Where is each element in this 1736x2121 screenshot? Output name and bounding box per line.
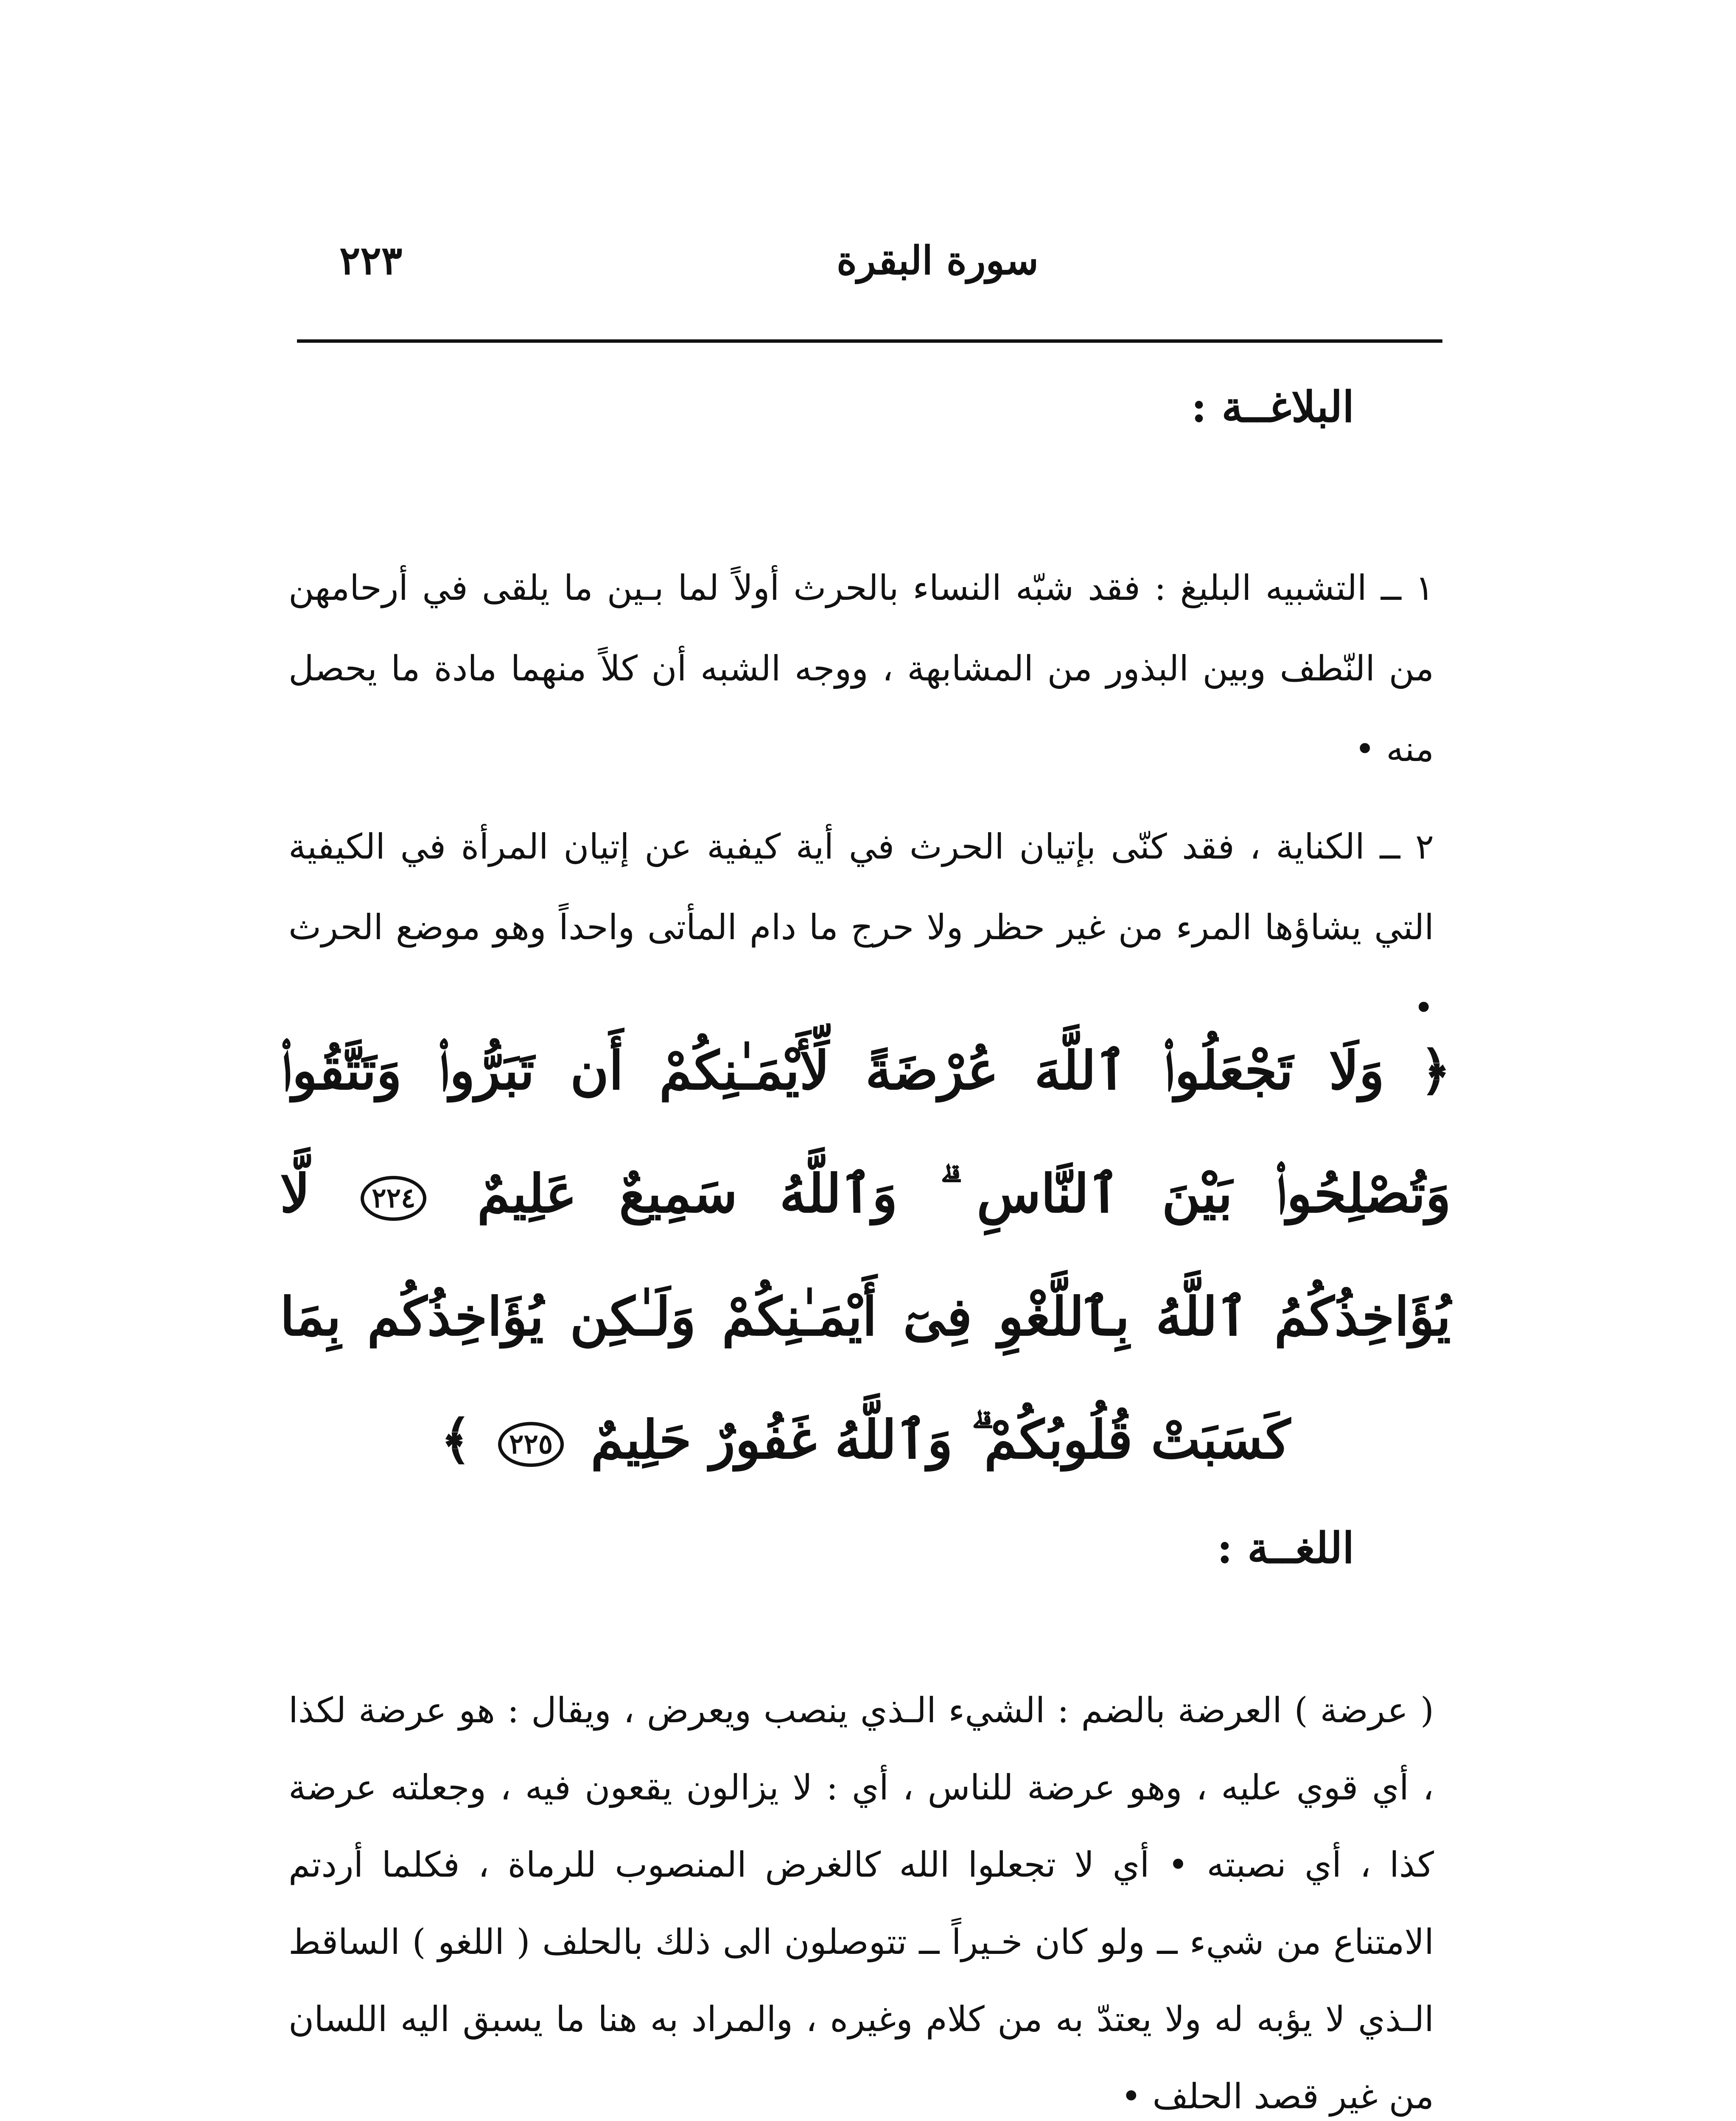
verse-part-2: لَّا يُؤَاخِذُكُمُ ٱللَّهُ بِٱللَّغْوِ فِىٓ أَيْمَـٰنِكُمْ وَلَـٰكِن يُؤَاخِذُكُم بِمَا كَسَبَتْ قُلُوبُكُمْ ۗ وَٱللَّهُ غَفُورٌ حَلِيمٌ	[280, 1163, 1451, 1471]
lugha-paragraph: ( عرضة ) العرضة بالضم : الشيء الـذي ينصب ويعرض ، ويقال : هو عرضة لكذا ، أي قوي عليه ، وهو عرضة للناس ، أي : لا يزالون يقعون فيه ، وجعلته عرضة كذا ، أي نصبته • أي لا تجعلوا الله كالغرض المنصوب للرماة ، فكلما أردتم الامتناع من شيء ــ ولو كان خـيراً ــ تتوصلون الى ذلك بالحلف ( اللغو ) الساقط الـذي لا يؤبه له ولا يعتدّ به من كلام وغيره ، والمراد به هنا ما يسبق اليه اللسان من غير قصد الحلف •	[288, 1690, 1434, 2117]
balagha-paragraph-1: ١ ــ التشبيه البليغ : فقد شبّه النساء بالحرث أولاً لما بـين ما يلقى في أرحامهن من النّطف وبين البذور من المشابهة ، ووجه الشبه أن كلاً منهما مادة ما يحصل منه •	[288, 568, 1434, 769]
header-divider	[297, 339, 1442, 343]
balagha-heading: البلاغــة :	[1191, 382, 1354, 432]
page-number: ٢٢٣	[339, 238, 403, 283]
quran-verse-block	[280, 1010, 1451, 1502]
verse-number-224: ٢٢٤	[361, 1176, 426, 1221]
verse-part-1: ﴿ وَلَا تَجْعَلُوا۟ ٱللَّهَ عُرْضَةً لِّأَيْمَـٰنِكُمْ أَن تَبَرُّوا۟ وَتَتَّقُوا۟ وَتُصْلِحُوا۟ بَيْنَ ٱلنَّاسِ ۗ وَٱللَّهُ سَمِيعٌ عَلِيمٌ	[280, 1040, 1451, 1225]
balagha-paragraph-2: ٢ ــ الكناية ، فقد كنّى بإتيان الحرث في أية كيفية عن إتيان المرأة في الكيفية التي يشاؤها المرء من غير حظر ولا حرج ما دام المأتى واحداً وهو موضع الحرث •	[288, 827, 1434, 1028]
surah-title: سورة البقرة	[836, 238, 1039, 283]
verse-number-225: ٢٢٥	[498, 1422, 564, 1467]
verse-closing-bracket: ﴾	[440, 1409, 471, 1471]
lugha-heading: اللغــة :	[1217, 1523, 1354, 1573]
page-header	[297, 238, 1442, 305]
